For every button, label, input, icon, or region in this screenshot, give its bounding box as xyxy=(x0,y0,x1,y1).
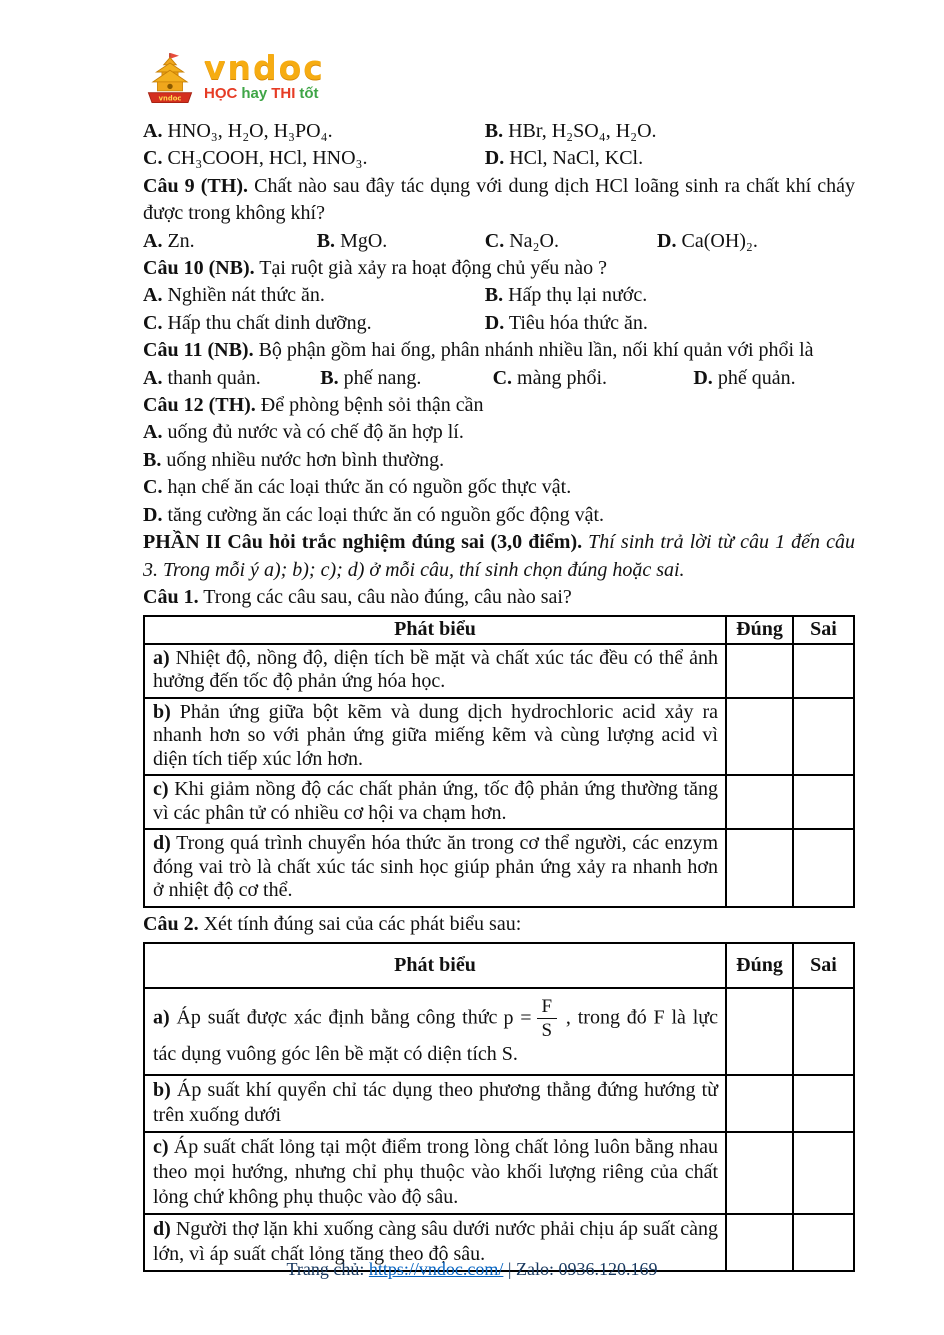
statement-label: c) xyxy=(153,1135,169,1158)
tagline-word: HỌC xyxy=(204,85,238,102)
option-text: phế quản. xyxy=(717,366,796,389)
statement-row-b xyxy=(144,698,854,776)
statement-text: Áp suất khí quyển chỉ tác dụng theo phương thẳng đứng hướng từ trên xuống dưới xyxy=(153,1078,718,1126)
question-11-text: Bộ phận gồm hai ống, phân nhánh nhiều lần, nối khí quản với phổi là xyxy=(253,339,814,362)
question-9-number: Câu 9 (TH). xyxy=(143,174,248,197)
question-12 xyxy=(143,392,855,419)
tf-question-1 xyxy=(143,584,855,611)
tagline-word: tốt xyxy=(299,85,319,102)
cau1-row-b-sai-cell xyxy=(793,698,854,776)
cau2-row-c-dung-cell xyxy=(726,1132,793,1214)
cau2-row-a-dung-cell xyxy=(726,988,793,1075)
col-header-dung: Đúng xyxy=(726,616,793,644)
vndoc-temple-icon xyxy=(143,52,197,110)
statement-row-c xyxy=(144,775,854,829)
question-10-number: Câu 10 (NB). xyxy=(143,257,255,280)
option-label: A. xyxy=(143,120,163,142)
option-text: Hấp thu chất dinh dưỡng. xyxy=(167,311,372,334)
statement-row-c xyxy=(144,1132,854,1214)
option-label: C. xyxy=(484,229,505,252)
option-label: B. xyxy=(316,229,336,252)
tagline-word: THI xyxy=(271,85,296,102)
option-label: D. xyxy=(143,503,163,526)
option-text: phế nang. xyxy=(343,366,422,389)
tagline-word: hay xyxy=(241,85,268,102)
question-8-options-row-2 xyxy=(143,145,855,172)
question-12-number: Câu 12 (TH). xyxy=(143,394,256,417)
statement-row-a xyxy=(144,988,854,1075)
question-10 xyxy=(143,255,855,282)
option-12b xyxy=(143,447,855,474)
option-9b xyxy=(317,228,485,255)
cau1-row-c-dung-cell xyxy=(726,775,793,829)
fraction-numerator: F xyxy=(537,996,558,1019)
option-label: B. xyxy=(320,366,339,389)
option-12d xyxy=(143,502,855,529)
option-8b xyxy=(485,118,855,145)
option-text: màng phổi. xyxy=(517,366,608,389)
option-label: B. xyxy=(484,120,504,142)
logo-text-block xyxy=(204,48,325,102)
pressure-formula xyxy=(497,996,559,1042)
statement-row-b xyxy=(144,1075,854,1132)
option-label: D. xyxy=(484,311,505,334)
statement-row-a xyxy=(144,644,854,698)
cau2-row-a-sai-cell xyxy=(793,988,854,1075)
option-11c xyxy=(493,365,694,392)
statement-text: Khi giảm nồng độ các chất phản ứng, tốc độ phản ứng thường tăng vì các phân tử có nhiều cơ hội va chạm hơn. xyxy=(153,778,718,824)
part2-heading-bold: PHẦN II Câu hỏi trắc nghiệm đúng sai (3,0 điểm). xyxy=(143,531,583,554)
statement-text: Người thợ lặn khi xuống càng sâu dưới nước phải chịu áp suất càng lớn, vì áp suất chất lỏng tăng theo độ sâu. xyxy=(153,1217,719,1265)
tf-question-2 xyxy=(143,911,855,938)
logo-banner-text: vndoc xyxy=(158,94,182,103)
statement-text: Nhiệt độ, nồng độ, diện tích bề mặt và chất xúc tác đều có thể ảnh hưởng đến tốc độ phản ứng hóa học. xyxy=(153,646,718,693)
option-label: A. xyxy=(143,366,163,389)
part2-heading-italic: Thí sinh trả lời từ câu 1 đến câu 3. Trong mỗi ý a); b); c); d) ở mỗi câu, thí sinh chọn đúng hoặc sai. xyxy=(143,531,855,581)
option-label: B. xyxy=(143,448,162,471)
brand-tagline xyxy=(204,85,325,102)
statement-text: Trong quá trình chuyển hóa thức ăn trong cơ thể người, các enzym đóng vai trò là chất xúc tác sinh học giúp phản ứng xảy ra nhanh hơn ở nhiệt độ cơ thể. xyxy=(153,832,718,902)
col-header-phat-bieu: Phát biểu xyxy=(144,943,726,988)
option-12c xyxy=(143,474,855,501)
option-text: CH₃COOH, HCl, HNO₃. xyxy=(167,147,368,170)
statement-label: a) xyxy=(153,1006,170,1029)
statement-text-cell xyxy=(144,1132,726,1214)
formula-lhs: p = xyxy=(503,1006,532,1029)
page-footer xyxy=(0,1258,944,1280)
question-11-number: Câu 11 (NB). xyxy=(143,339,254,362)
option-9a xyxy=(143,228,317,255)
option-label: A. xyxy=(143,229,163,252)
col-header-sai: Sai xyxy=(793,616,854,644)
cau2-row-c-sai-cell xyxy=(793,1132,854,1214)
option-text: HNO₃, H₂O, H₃PO₄. xyxy=(167,120,333,142)
footer-suffix: | Zalo: 0936.120.169 xyxy=(503,1259,658,1279)
question-11-options xyxy=(143,365,855,392)
option-10a xyxy=(143,282,485,309)
statement-text: Áp suất chất lỏng tại một điểm trong lòng chất lỏng luôn bằng nhau theo mọi hướng, nhưng chỉ phụ thuộc vào khối lượng riêng của chất lỏng chứ không phụ thuộc vào độ sâu. xyxy=(153,1135,719,1208)
option-text: HCl, NaCl, KCl. xyxy=(509,147,644,170)
option-12a xyxy=(143,419,855,446)
table-header-row xyxy=(144,616,854,644)
tf-question-2-number: Câu 2. xyxy=(143,912,199,935)
option-text: tăng cường ăn các loại thức ăn có nguồn gốc động vật. xyxy=(167,503,605,526)
option-text: MgO. xyxy=(340,229,388,252)
tf-question-1-number: Câu 1. xyxy=(143,585,199,608)
statement-row-d xyxy=(144,829,854,907)
option-11a xyxy=(143,365,320,392)
statement-label: d) xyxy=(153,1217,171,1240)
cau1-row-d-dung-cell xyxy=(726,829,793,907)
question-10-options-row-2 xyxy=(143,310,855,337)
cau1-row-a-sai-cell xyxy=(793,644,854,698)
option-label: D. xyxy=(484,147,505,170)
col-header-sai: Sai xyxy=(793,943,854,988)
col-header-dung: Đúng xyxy=(726,943,793,988)
option-label: A. xyxy=(143,284,163,307)
option-text: hạn chế ăn các loại thức ăn có nguồn gốc thực vật. xyxy=(167,476,572,499)
statement-label: b) xyxy=(153,1078,171,1101)
option-text: HBr, H₂SO₄, H₂O. xyxy=(508,120,657,142)
option-text: uống nhiều nước hơn bình thường. xyxy=(166,448,445,471)
page-content xyxy=(143,48,855,1275)
statement-label: a) xyxy=(153,646,170,669)
cau1-row-c-sai-cell xyxy=(793,775,854,829)
option-label: A. xyxy=(143,421,163,444)
question-8-options-row-1 xyxy=(143,118,855,145)
statement-text-cell xyxy=(144,829,726,907)
option-text: Na₂O. xyxy=(509,229,559,252)
option-8a xyxy=(143,118,485,145)
statement-label: d) xyxy=(153,832,171,855)
option-text: uống đủ nước và có chế độ ăn hợp lí. xyxy=(167,421,464,444)
statement-text: Phản ứng giữa bột kẽm và dung dịch hydrochloric acid xảy ra nhanh hơn so với phản ứng giữa miếng kẽm và cùng lượng acid vì diện tích tiếp xúc lớn hơn. xyxy=(153,700,719,770)
option-label: D. xyxy=(693,366,713,389)
option-10b xyxy=(485,282,855,309)
col-header-phat-bieu: Phát biểu xyxy=(144,616,726,644)
statement-text-cell xyxy=(144,644,726,698)
option-9c xyxy=(485,228,657,255)
table-header-row xyxy=(144,943,854,988)
option-label: C. xyxy=(492,366,513,389)
option-text: Tiêu hóa thức ăn. xyxy=(508,311,648,334)
question-9-options xyxy=(143,228,855,255)
question-11 xyxy=(143,337,855,364)
statement-text-cell xyxy=(144,1075,726,1132)
question-10-text: Tại ruột già xảy ra hoạt động chủ yếu nào ? xyxy=(254,257,607,280)
question-9-text: Chất nào sau đây tác dụng với dung dịch HCl loãng sinh ra chất khí cháy được trong không khí? xyxy=(143,174,855,225)
question-10-options-row-1 xyxy=(143,282,855,309)
brand-name: vndoc xyxy=(204,48,325,87)
option-10d xyxy=(485,310,855,337)
option-label: C. xyxy=(143,476,163,499)
option-text: Zn. xyxy=(167,229,195,252)
option-text: Nghiền nát thức ăn. xyxy=(167,284,325,307)
option-8d xyxy=(485,145,855,172)
option-label: C. xyxy=(143,147,163,170)
option-8c xyxy=(143,145,485,172)
option-11b xyxy=(320,365,492,392)
option-text: Ca(OH)₂. xyxy=(681,229,758,252)
tf-question-1-text: Trong các câu sau, câu nào đúng, câu nào sai? xyxy=(198,585,572,608)
fraction-F-over-S xyxy=(537,996,558,1042)
statement-text-cell xyxy=(144,988,726,1075)
question-9 xyxy=(143,173,855,228)
cau2-statement-table xyxy=(143,942,855,1272)
fraction-denominator: S xyxy=(541,1020,553,1042)
question-12-text: Để phòng bệnh sỏi thận cần xyxy=(255,394,484,417)
statement-text: , trong đó F là lực tác dụng vuông góc lên bề mặt có diện tích S. xyxy=(153,1006,719,1065)
footer-prefix: Trang chủ: xyxy=(286,1259,369,1279)
part2-heading xyxy=(143,529,855,584)
cau1-row-a-dung-cell xyxy=(726,644,793,698)
option-label: D. xyxy=(657,229,677,252)
statement-text-cell xyxy=(144,698,726,776)
vndoc-logo xyxy=(143,48,855,112)
option-label: B. xyxy=(484,284,504,307)
cau2-row-b-dung-cell xyxy=(726,1075,793,1132)
option-text: thanh quản. xyxy=(167,366,261,389)
option-label: C. xyxy=(143,311,163,334)
cau1-statement-table xyxy=(143,615,855,908)
statement-text-cell xyxy=(144,775,726,829)
statement-text: Áp suất được xác định bằng công thức xyxy=(176,1006,498,1029)
tf-question-2-text: Xét tính đúng sai của các phát biểu sau: xyxy=(198,912,522,935)
homepage-link[interactable]: https://vndoc.com/ xyxy=(368,1259,504,1279)
cau2-row-b-sai-cell xyxy=(793,1075,854,1132)
option-10c xyxy=(143,310,485,337)
cau1-row-d-sai-cell xyxy=(793,829,854,907)
option-9d xyxy=(657,228,855,255)
option-text: Hấp thụ lại nước. xyxy=(508,284,648,307)
statement-label: c) xyxy=(153,778,169,801)
cau1-row-b-dung-cell xyxy=(726,698,793,776)
statement-label: b) xyxy=(153,700,171,723)
option-11d xyxy=(693,365,855,392)
